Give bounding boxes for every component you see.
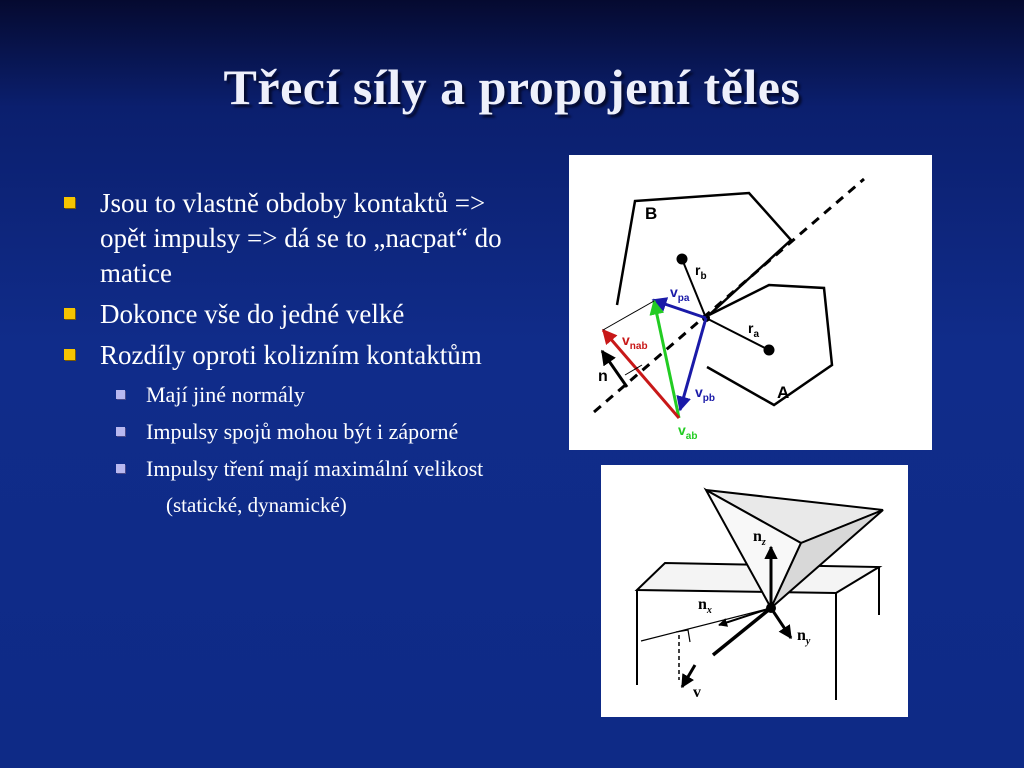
joint-normals-figure [601, 465, 908, 717]
contact-velocity-figure [569, 155, 932, 450]
note-text: (statické, dynamické) [166, 493, 347, 517]
bullet-text: Dokonce vše do jedné velké [100, 299, 405, 329]
sub-bullet-item [62, 379, 502, 410]
sub-bullet-square-icon [116, 427, 125, 436]
body-b-outline [617, 193, 791, 315]
right-angle-mark [676, 630, 690, 642]
sub-bullet-item [62, 453, 502, 484]
joint-normals-diagram [601, 465, 908, 717]
v-pb-label: $v_{pb}$ [695, 384, 716, 404]
sub-bullet-square-icon [116, 464, 125, 473]
bullet-square-icon [64, 197, 75, 208]
n-y-arrow [771, 608, 791, 638]
v-label: v [693, 684, 701, 701]
r-b-line [682, 259, 706, 318]
construction-line [603, 301, 654, 330]
r-a-label: $r_a$ [748, 320, 760, 340]
v-pa-label: $v_{pa}$ [670, 284, 690, 304]
bullet-square-icon [64, 308, 75, 319]
v-ab-label: $v_{ab}$ [678, 422, 698, 442]
normal-n-label: n [598, 368, 608, 385]
sub-bullet-text: Impulsy tření mají maximální velikost [146, 456, 484, 481]
bullet-item [62, 297, 502, 332]
sub-bullet-square-icon [116, 390, 125, 399]
bullet-square-icon [64, 349, 75, 360]
sub-bullet-text: Impulsy spojů mohou být i záporné [146, 419, 459, 444]
joint-point [766, 603, 776, 613]
contact-velocity-diagram [569, 155, 932, 450]
bullet-text: Jsou to vlastně obdoby kontaktů => opět impulsy => dá se to „nacpat“ do matice [100, 188, 502, 288]
v-nab-label: $v_{nab}$ [622, 332, 648, 352]
slide-title: Třecí síly a propojení těles [223, 59, 801, 115]
v-ab-arrow [654, 301, 679, 418]
n-y-label: $n_y$ [797, 627, 811, 647]
bullet-list [62, 186, 502, 520]
sub-bullet-item [62, 416, 502, 447]
n-x-label: $n_x$ [698, 596, 712, 616]
bullet-text: Rozdíly oproti kolizním kontaktům [100, 340, 482, 370]
r-b-label: $r_b$ [695, 262, 707, 282]
r-a-line [706, 318, 769, 350]
sub-bullet-text: Mají jiné normály [146, 382, 305, 407]
bullet-item [62, 186, 502, 291]
bullet-item [62, 338, 502, 373]
body-b-label: B [645, 204, 658, 223]
n-z-label: $n_z$ [753, 528, 766, 548]
body-a-label: A [777, 383, 790, 402]
